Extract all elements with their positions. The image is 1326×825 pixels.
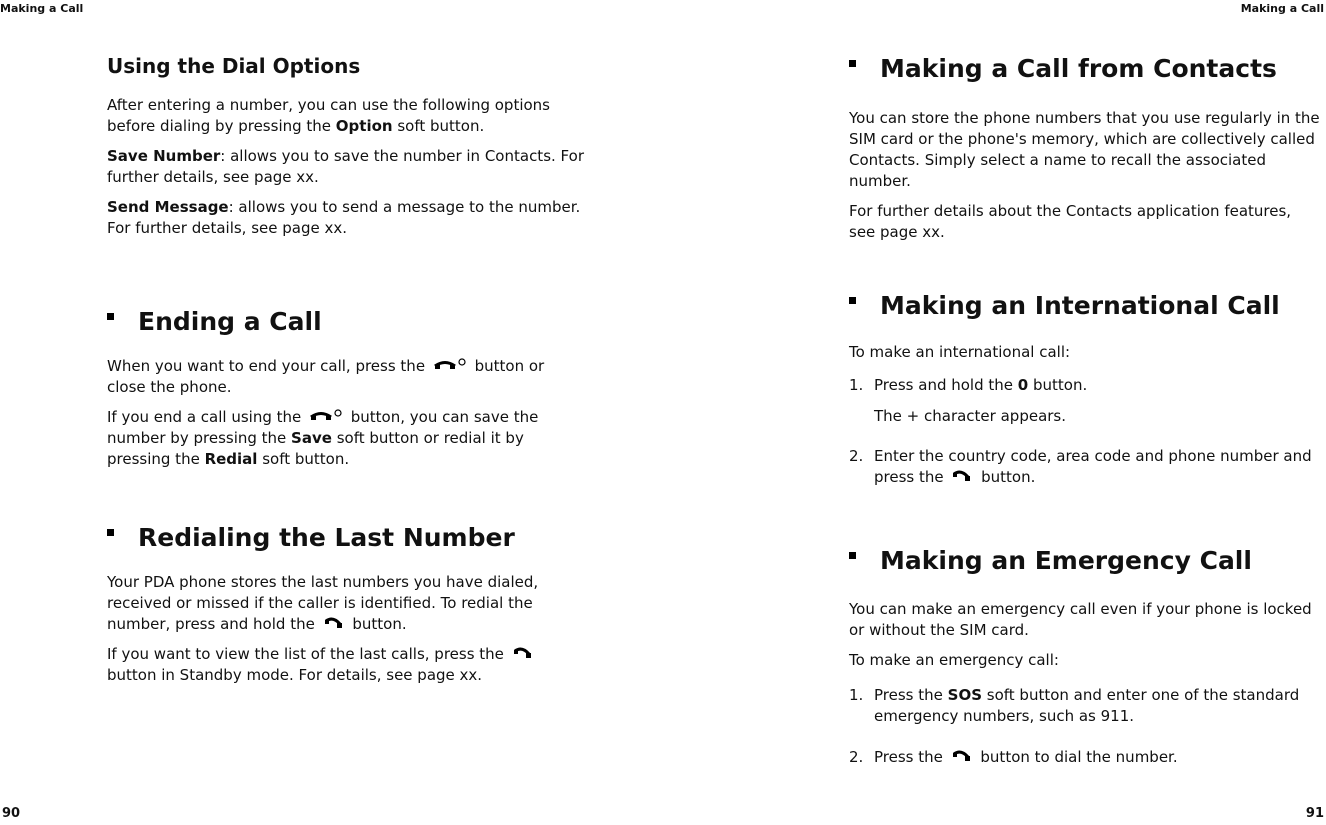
section-heading: Ending a Call: [107, 307, 587, 336]
emergency-section: [849, 546, 1321, 768]
send-call-icon: [952, 467, 972, 488]
paragraph: After entering a number, you can use the following options before dialing by pressing the Option soft button.: [107, 96, 550, 135]
contacts-section: [849, 54, 1321, 243]
section-heading: Making a Call from Contacts: [849, 54, 1321, 83]
section-title: Using the Dial Options: [107, 54, 361, 78]
page-number: 91: [1305, 806, 1324, 821]
bullet-icon: [849, 552, 856, 559]
ending-call-section: [107, 307, 587, 470]
section-heading: Redialing the Last Number: [107, 523, 587, 552]
bullet-icon: [849, 60, 856, 67]
running-head: Making a Call: [0, 2, 84, 15]
bullet-icon: [107, 313, 114, 320]
international-section: [849, 291, 1321, 488]
paragraph: When you want to end your call, press the button or close the phone.: [107, 357, 545, 396]
bullet-icon: [849, 297, 856, 304]
step-note: The + character appears.: [874, 407, 1067, 425]
running-head: Making a Call: [1240, 2, 1324, 15]
paragraph: Send Message: allows you to send a message to the number. For further details, see page xx.: [107, 198, 581, 237]
section-heading: Making an Emergency Call: [849, 546, 1321, 575]
step-list: [849, 375, 1321, 488]
dial-options-section: [107, 54, 587, 239]
right-page: [663, 0, 1326, 825]
redial-section: [107, 523, 587, 686]
paragraph: If you want to view the list of the last calls, press the button in Standby mode. For details, see page xx.: [107, 644, 587, 686]
end-call-icon: [433, 356, 467, 377]
section-heading: Making an International Call: [849, 291, 1321, 320]
list-item: 2. Press the button to dial the number.: [849, 748, 1178, 766]
paragraph: To make an international call:: [849, 343, 1071, 361]
paragraph: To make an emergency call:: [849, 651, 1059, 669]
list-item: 1. Press and hold the 0 button. The + character appears.: [849, 375, 1321, 427]
list-item: 1. Press the SOS soft button and enter one of the standard emergency numbers, such as 911.: [849, 686, 1300, 725]
page-number: 90: [2, 806, 21, 821]
bullet-icon: [107, 529, 114, 536]
step-list: [849, 685, 1321, 768]
send-call-icon: [513, 644, 533, 665]
paragraph: Save Number: allows you to save the number in Contacts. For further details, see page xx.: [107, 147, 584, 186]
send-call-icon: [952, 747, 972, 768]
paragraph: You can store the phone numbers that you use regularly in the SIM card or the phone's memory, which are collectively called Contacts. Simply select a name to recall the associated number.: [849, 109, 1320, 190]
paragraph: If you end a call using the button, you can save the number by pressing the Save soft button or redial it by pressing the Redial soft button.: [107, 408, 539, 468]
send-call-icon: [324, 614, 344, 635]
paragraph: For further details about the Contacts application features, see page xx.: [849, 202, 1292, 241]
paragraph: Your PDA phone stores the last numbers you have dialed, received or missed if the caller is identified. To redial the number, press and hold the button.: [107, 573, 539, 633]
paragraph: You can make an emergency call even if your phone is locked or without the SIM card.: [849, 600, 1312, 639]
end-call-icon: [309, 407, 343, 428]
list-item: 2. Enter the country code, area code and phone number and press the button.: [849, 447, 1312, 486]
